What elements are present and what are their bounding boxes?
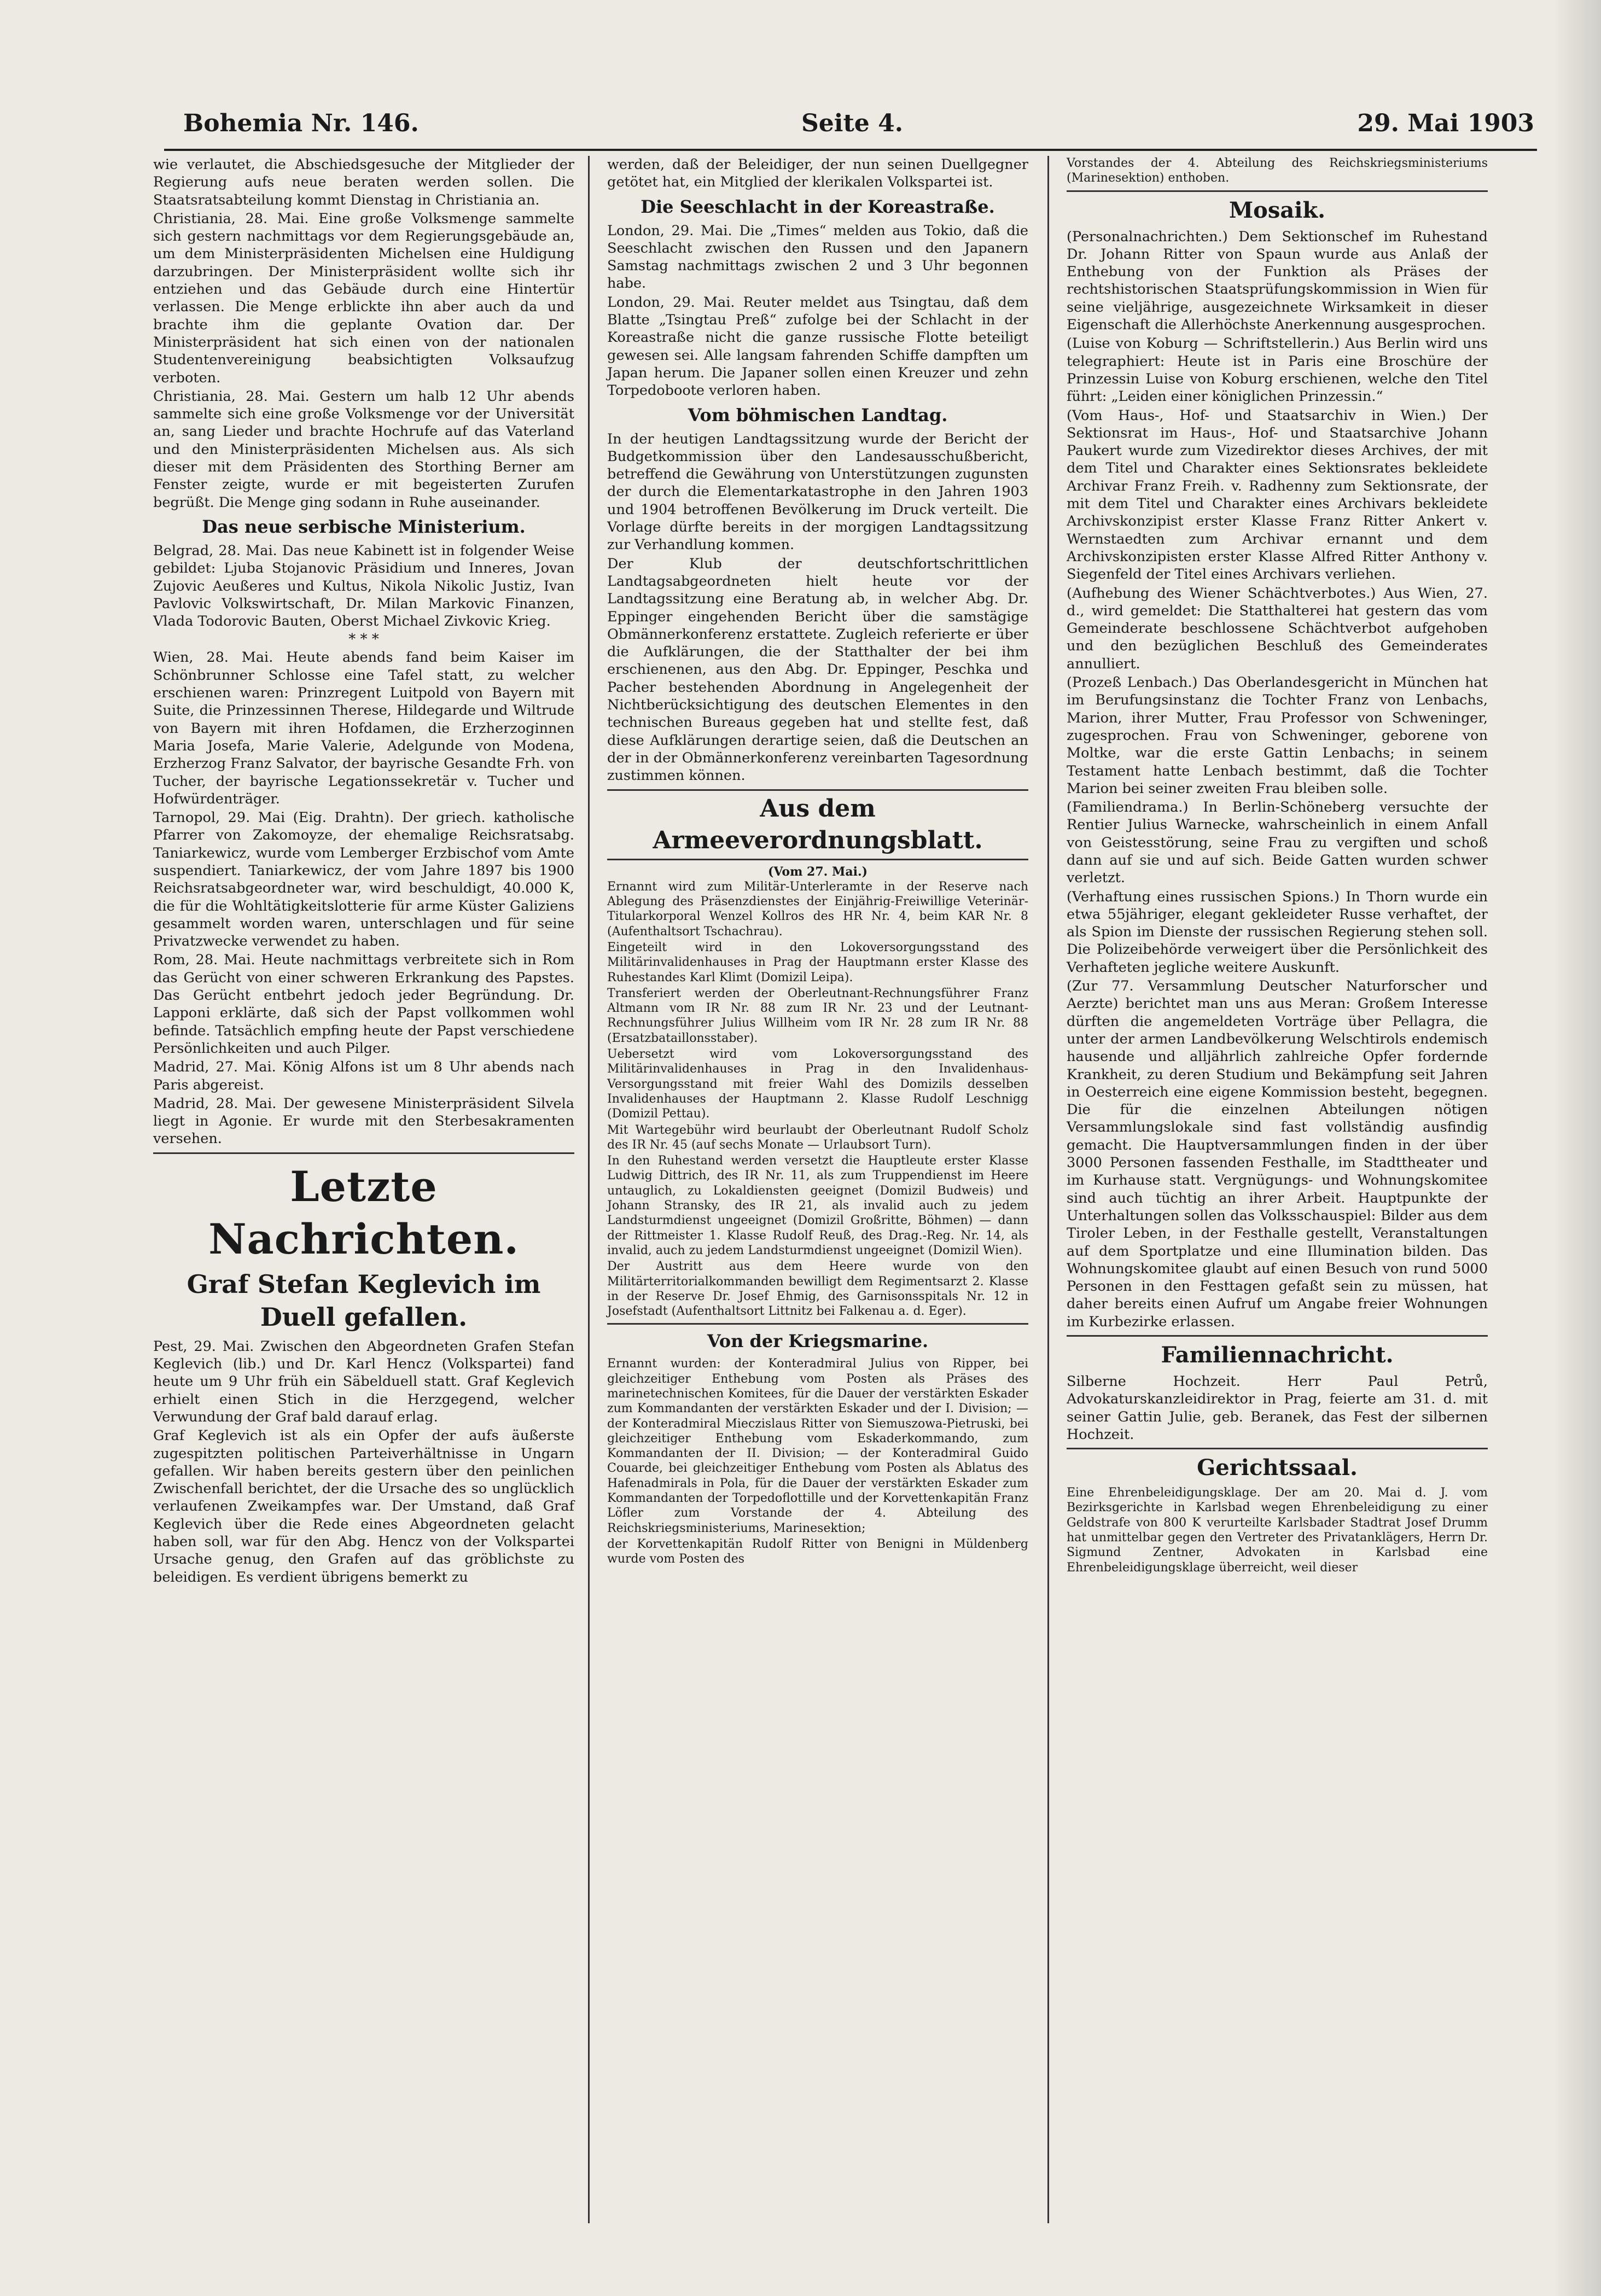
column-divider — [1047, 156, 1049, 2223]
section-heading: Familiennachricht. — [1161, 1342, 1394, 1368]
section-rule — [607, 1323, 1028, 1325]
article-paragraph: der Korvettenkapitän Rudolf Ritter von Benigni in Müldenberg wurde vom Posten des — [607, 1537, 1028, 1566]
article-paragraph: Uebersetzt wird vom Lokoversorgungsstand des Militärinvalidenhauses in Prag in den Invalidenhaus-Versorgungsstand mit freier Wahl des Domizils desselben Invalidenhauses der Hauptmann 2. Klasse Rudolf Leschnigg (Domizil Pettau). — [607, 1047, 1028, 1121]
article-paragraph: Christiania, 28. Mai. Eine große Volksmenge sammelte sich gestern nachmittags vor dem Regierungsgebäude an, um dem Ministerpräsidenten Michelsen eine Huldigung darzubringen. Der Ministerpräsident wollte sich ihr entziehen und das Gebäude durch eine Hintertür verlassen. Die Menge erblickte ihn aber auch da und brachte ihm die geplante Ovation dar. Der Ministerpräsident hat sich einen von der nationalen Studentenvereinigung beabsichtigten Volksaufzug verboten. — [153, 210, 574, 386]
column-divider — [588, 156, 590, 2223]
article-paragraph: Tarnopol, 29. Mai (Eig. Drahtn). Der griech. katholische Pfarrer von Zakomoyze, der ehemalige Reichsratsabg. Taniarkewicz, wurde vom Lemberger Erzbischof vom Amte suspendiert. Taniarkewicz, der vom Jahre 1897 bis 1900 Reichsratsabgeordneter war, wird beschuldigt, 40.000 K, die für die Wohltätigkeitslotterie für arme Küster Galiziens gesammelt worden waren, unterschlagen und für seine Privatzwecke verwendet zu haben. — [153, 809, 574, 950]
article-paragraph: London, 29. Mai. Die „Times“ melden aus Tokio, daß die Seeschlacht zwischen den Russen und den Japanern Samstag nachmittags zwischen 2 und 3 Uhr begonnen habe. — [607, 222, 1028, 292]
page-edge-shadow — [1552, 0, 1601, 2296]
article-paragraph: (Verhaftung eines russischen Spions.) In Thorn wurde ein etwa 55jähriger, elegant gekleideter Russe verhaftet, der als Spion im Dienste der russischen Regierung stehen soll. Die Polizeibehörde verweigert über die Persönlichkeit des Verhafteten jegliche weitere Auskunft. — [1067, 888, 1488, 976]
section-heading: Mosaik. — [1229, 197, 1326, 223]
article-paragraph: wie verlautet, die Abschiedsgesuche der Mitglieder der Regierung aufs neue beraten werden sollen. Die Staatsratsabteilung kommt Dienstag in Christiania an. — [153, 156, 574, 208]
article-paragraph: In der heutigen Landtagssitzung wurde der Bericht der Budgetkommission über den Landesausschußbericht, betreffend die Gewährung von Unterstützungen zugunsten der durch die Elementarkatastrophe in den Jahren 1903 und 1904 betroffenen Bevölkerung im Druck verteilt. Die Vorlage dürfte bereits in der morgigen Landtagssitzung zur Verhandlung kommen. — [607, 430, 1028, 553]
article-paragraph: Madrid, 27. Mai. König Alfons ist um 8 Uhr abends nach Paris abgereist. — [153, 1059, 574, 1093]
article-paragraph: Silberne Hochzeit. Herr Paul Petrů, Advokaturskanzleidirektor in Prag, feierte am 31. d. mit seiner Gattin Julie, geb. Beranek, das Fest der silbernen Hochzeit. — [1067, 1373, 1488, 1443]
section-heading: Von der Kriegsmarine. — [707, 1331, 929, 1352]
article-paragraph: Belgrad, 28. Mai. Das neue Kabinett ist in folgender Weise gebildet: Ljuba Stojanovic Präsidium und Inneres, Jovan Zujovic Aeußeres und Kultus, Nikola Nikolic Justiz, Ivan Pavlovic Volkswirtschaft, Dr. Milan Markovic Finanzen, Vlada Todorovic Bauten, Oberst Michael Zivkovic Krieg. — [153, 542, 574, 630]
article-paragraph: Christiania, 28. Mai. Gestern um halb 12 Uhr abends sammelte sich eine große Volksmenge vor der Universität an, sang Lieder und brachte Hochrufe auf das Vaterland und den Ministerpräsidenten Michelsen aus. Als sich dieser mit dem Präsidenten des Storthing Berner am Fenster zeigte, wurde er mit begeisterten Zurufen begrüßt. Die Menge ging sodann in Ruhe auseinander. — [153, 388, 574, 511]
column-2 — [607, 156, 1028, 1568]
article-paragraph: (Familiendrama.) In Berlin-Schöneberg versuchte der Rentier Julius Warnecke, wahrscheinlich in einem Anfall von Geistesstörung, seine Frau zu vergiften und schoß dann auf sie und auf sich. Beide Gatten wurden schwer verletzt. — [1067, 799, 1488, 887]
asterism-separator: * * * — [348, 631, 379, 648]
section-heading: Vom böhmischen Landtag. — [688, 404, 948, 426]
article-paragraph: werden, daß der Beleidiger, der nun seinen Duellgegner getötet hat, ein Mitglied der klerikalen Volkspartei ist. — [607, 156, 1028, 191]
article-paragraph: Wien, 28. Mai. Heute abends fand beim Kaiser im Schönbrunner Schlosse eine Tafel statt, zu welcher erschienen waren: Prinzregent Luitpold von Bayern mit Suite, die Prinzessinnen Therese, Hildegarde und Wiltrude von Bayern mit ihren Hofdamen, die Erzherzoginnen Maria Josefa, Marie Valerie, Adelgunde von Modena, Erzherzog Franz Salvator, der bayrische Gesandte Frh. von Tucher, der bayrische Legationssekretär v. Tucher und Hofwürdenträger. — [153, 649, 574, 807]
column-1 — [153, 156, 574, 1587]
article-paragraph: Vorstandes der 4. Abteilung des Reichskriegsministeriums (Marinesektion) enthoben. — [1067, 156, 1488, 185]
section-rule — [1067, 1335, 1488, 1337]
article-paragraph: Graf Keglevich ist als ein Opfer der aufs äußerste zugespitzten politischen Parteiverhältnisse in Ungarn gefallen. Wir haben bereits gestern über den peinlichen Zwischenfall berichtet, der die Ursache des so unglücklich verlaufenen Zweikampfes war. Der Umstand, daß Graf Keglevich über die Rede eines Abgeordneten gelacht haben soll, war für den Abg. Hencz von der Volkspartei Ursache genug, den Grafen auf das gröblichste zu beleidigen. Es verdient übrigens bemerkt zu — [153, 1427, 574, 1586]
article-paragraph: Mit Wartegebühr wird beurlaubt der Oberleutnant Rudolf Scholz des IR Nr. 45 (auf sechs Monate — Urlaubsort Turn). — [607, 1123, 1028, 1152]
section-heading: Das neue serbische Ministerium. — [202, 516, 526, 537]
article-paragraph: Eine Ehrenbeleidigungsklage. Der am 20. Mai d. J. vom Bezirksgerichte in Karlsbad wegen Ehrenbeleidigung zu einer Geldstrafe von 800 K verurteilte Karlsbader Stadtrat Josef Drumm hat unmittelbar gegen den Vertreter des Privatanklägers, Herrn Dr. Sigmund Zentner, Advokaten in Karlsbad eine Ehrenbeleidigungsklage überreicht, weil dieser — [1067, 1486, 1488, 1575]
article-paragraph: (Zur 77. Versammlung Deutscher Naturforscher und Aerzte) berichtet man uns aus Meran: Großem Interesse dürften die angemeldeten Vorträge über Pellagra, die unter der armen Landbevölkerung Welschtirols endemisch hausende und alljährlich zahlreiche Opfer fordernde Krankheit, zu deren Studium und Bekämpfung seit Jahren in Oesterreich eine eigene Kommission besteht, begegnen. Die für die einzelnen Abteilungen nötigen Versammlungslokale sind fast vollständig ausfindig gemacht. Die Hauptversammlungen finden in der über 3000 Personen fassenden Festhalle, im Stadttheater und im Kurhause statt. Vergnügungs- und Wohnungskomitee sind auch tüchtig an ihrer Arbeit. Hauptpunkte der Unterhaltungen sollen das Volksschauspiel: Bilder aus dem Tiroler Leben, in der Festhalle gestellt, Veranstaltungen auf dem Sportplatze und eine Illumination bilden. Das Wohnungskomitee glaubt auf einen Besuch von rund 5000 Personen in den Festtagen gefaßt sein zu müssen, hat daher bereits einen Aufruf um Angabe freier Wohnungen im Kurbezirke erlassen. — [1067, 978, 1488, 1330]
duel-headline: Graf Stefan Keglevich im Duell gefallen. — [187, 1269, 541, 1332]
article-paragraph: Transferiert werden der Oberleutnant-Rechnungsführer Franz Altmann vom IR Nr. 88 zum IR Nr. 23 und der Leutnant-Rechnungsführer Julius Willheim vom IR Nr. 28 zum IR Nr. 88 (Ersatzbataillonsstaber). — [607, 986, 1028, 1045]
page-number: Seite 4. — [801, 109, 904, 137]
section-rule — [1067, 1448, 1488, 1449]
section-rule — [1067, 190, 1488, 192]
header-rule — [164, 149, 1537, 151]
article-paragraph: Ernannt wurden: der Konteradmiral Julius von Ripper, bei gleichzeitiger Enthebung vom Posten als Präses des marinetechnischen Komitees, für die Dauer der verstärkten Eskader zum Kommandanten der verstärkten Eskader und der I. Division; — der Konteradmiral Mieczislaus Ritter von Siemuszowa-Pietruski, bei gleichzeitiger Enthebung vom Eskaderkommando, zum Kommandanten der II. Division; — der Konteradmiral Guido Couarde, bei gleichzeitiger Enthebung vom Posten als Ablatus des Hafenadmirals in Pola, für die Dauer der verstärkten Eskader zum Kommandanten der Torpedoflottille und der Korvettenkapitän Franz Löfler zum Vorstande der 4. Abteilung des Reichskriegsministeriums, Marinesektion; — [607, 1357, 1028, 1535]
date-note: (Vom 27. Mai.) — [767, 864, 868, 879]
issue-date: 29. Mai 1903 — [1357, 109, 1534, 137]
article-paragraph: (Prozeß Lenbach.) Das Oberlandesgericht in München hat im Berufungsinstanz die Tochter Franz von Lenbachs, Marion, ihrer Mutter, Frau Professor von Schweninger, zugesprochen. Frau von Schweninger, geborene von Moltke, war die erste Gattin Lenbachs; in seinem Testament hatte Lenbach bestimmt, daß die Tochter Marion bei seiner zweiten Frau bleiben solle. — [1067, 674, 1488, 797]
armee-heading: Aus dem Armeeverordnungsblatt. — [653, 794, 983, 854]
article-paragraph: (Vom Haus-, Hof- und Staatsarchiv in Wien.) Der Sektionsrat im Haus-, Hof- und Staatsarchive Johann Paukert wurde zum Vizedirektor dieses Archives, der mit dem Titel und Charakter eines Sektionsrates bekleidete Archivar Franz Freih. v. Radhenny zum Sektionsrate, der mit dem Titel und Charakter eines Archivars bekleidete Archivskonzipist erster Klasse Franz Ritter Ankert v. Wernstaedten zum Archivar ernannt und dem Archivskonzipisten erster Klasse Alfred Ritter Anthony v. Siegenfeld der Titel eines Archivars verliehen. — [1067, 407, 1488, 583]
article-paragraph: Rom, 28. Mai. Heute nachmittags verbreitete sich in Rom das Gerücht von einer schweren Erkrankung des Papstes. Das Gerücht entbehrt jedoch jeder Begründung. Dr. Lapponi erklärte, daß sich der Papst vollkommen wohl befinde. Tatsächlich empfing heute der Papst verschiedene Persönlichkeiten und auch Pilger. — [153, 952, 574, 1057]
latest-news-heading: Letzte Nachrichten. — [208, 1162, 519, 1263]
article-paragraph: Eingeteilt wird in den Lokoversorgungsstand des Militärinvalidenhauses in Prag der Hauptmann erster Klasse des Ruhestandes Karl Klimt (Domizil Leipa). — [607, 940, 1028, 984]
section-heading: Die Seeschlacht in der Koreastraße. — [641, 196, 995, 217]
article-paragraph: Pest, 29. Mai. Zwischen den Abgeordneten Grafen Stefan Keglevich (lib.) und Dr. Karl Hencz (Volkspartei) fand heute um 9 Uhr früh ein Säbelduell statt. Graf Keglevich erhielt einen Stich in die Herzgegend, welcher Verwundung der Graf bald darauf erlag. — [153, 1338, 574, 1425]
article-paragraph: Madrid, 28. Mai. Der gewesene Ministerpräsident Silvela liegt in Agonie. Er wurde mit den Sterbesakramenten versehen. — [153, 1095, 574, 1147]
article-paragraph: Ernannt wird zum Militär-Unterleramte in der Reserve nach Ablegung des Präsenzdienstes der Einjährig-Freiwillige Veterinär-Titularkorporal Wenzel Kollros des HR Nr. 4, beim KAR Nr. 8 (Aufenthaltsort Tschachrau). — [607, 879, 1028, 939]
article-paragraph: (Aufhebung des Wiener Schächtverbotes.) Aus Wien, 27. d., wird gemeldet: Die Statthalterei hat gestern das vom Gemeinderate beschlossene Schächtverbot aufgehoben und den bezüglichen Beschluß des Gemeinderates annulliert. — [1067, 585, 1488, 672]
article-paragraph: London, 29. Mai. Reuter meldet aus Tsingtau, daß dem Blatte „Tsingtau Preß“ zufolge bei der Schlacht in der Koreastraße nicht die ganze russische Flotte beteiligt gewesen sei. Alle langsam fahrenden Schiffe dampften um Japan herum. Die Japaner sollen einen Kreuzer und zehn Torpedoboote verloren haben. — [607, 294, 1028, 399]
article-paragraph: (Personalnachrichten.) Dem Sektionschef im Ruhestand Dr. Johann Ritter von Spaun wurde aus Anlaß der Enthebung von der Funktion als Präses der rechtshistorischen Staatsprüfungskommission in Wien für seine vieljährige, ausgezeichnete Wirksamkeit in dieser Eigenschaft die Allerhöchste Anerkennung ausgesprochen. — [1067, 228, 1488, 334]
article-paragraph: In den Ruhestand werden versetzt die Hauptleute erster Klasse Ludwig Dittrich, des IR Nr. 11, als zum Truppendienst im Heere untauglich, zu Lokaldiensten geeignet (Domizil Budweis) und Johann Stransky, des IR 21, als invalid auch zu jedem Landsturmdienst ungeeignet (Domizil Großritte, Böhmen) — dann der Rittmeister 1. Klasse Rudolf Reuß, des Drag.-Reg. Nr. 14, als invalid, auch zu jedem Landsturmdienst ungeeignet (Domizil Wien). — [607, 1154, 1028, 1257]
column-3 — [1067, 156, 1488, 1576]
section-heading: Gerichtssaal. — [1197, 1455, 1358, 1481]
masthead-issue: Bohemia Nr. 146. — [183, 109, 419, 137]
section-rule — [153, 1152, 574, 1154]
article-paragraph: (Luise von Koburg — Schriftstellerin.) Aus Berlin wird uns telegraphiert: Heute ist in Paris eine Broschüre der Prinzessin Luise von Koburg erschienen, welche den Titel führt: „Leiden einer königlichen Prinzessin.“ — [1067, 335, 1488, 405]
article-paragraph: Der Austritt aus dem Heere wurde von den Militärterritorialkommanden bewilligt dem Regimentsarzt 2. Klasse in der Reserve Dr. Josef Ehmig, des Garnisonsspitals Nr. 12 in Josefstadt (Aufenthaltsort Littnitz bei Falkenau a. d. Eger). — [607, 1260, 1028, 1319]
armee-box — [607, 789, 1028, 860]
article-paragraph: Der Klub der deutschfortschrittlichen Landtagsabgeordneten hielt heute vor der Landtagssitzung eine Beratung ab, in welcher Abg. Dr. Eppinger eingehenden Bericht über die samstägige Obmännerkonferenz erstattete. Zugleich referierte er über die Aufklärungen, die der Statthalter der bei ihm erschienenen, aus den Abg. Dr. Eppinger, Peschka und Pacher bestehenden Abordnung in Angelegenheit der Nichtberücksichtigung des deutschen Elementes in den technischen Bureaus gegeben hat und stellte fest, daß diese Aufklärungen derartige seien, daß die Deutschen an der in der Obmännerkonferenz vereinbarten Tagesordnung zustimmen können. — [607, 555, 1028, 784]
page-header — [183, 109, 1534, 142]
